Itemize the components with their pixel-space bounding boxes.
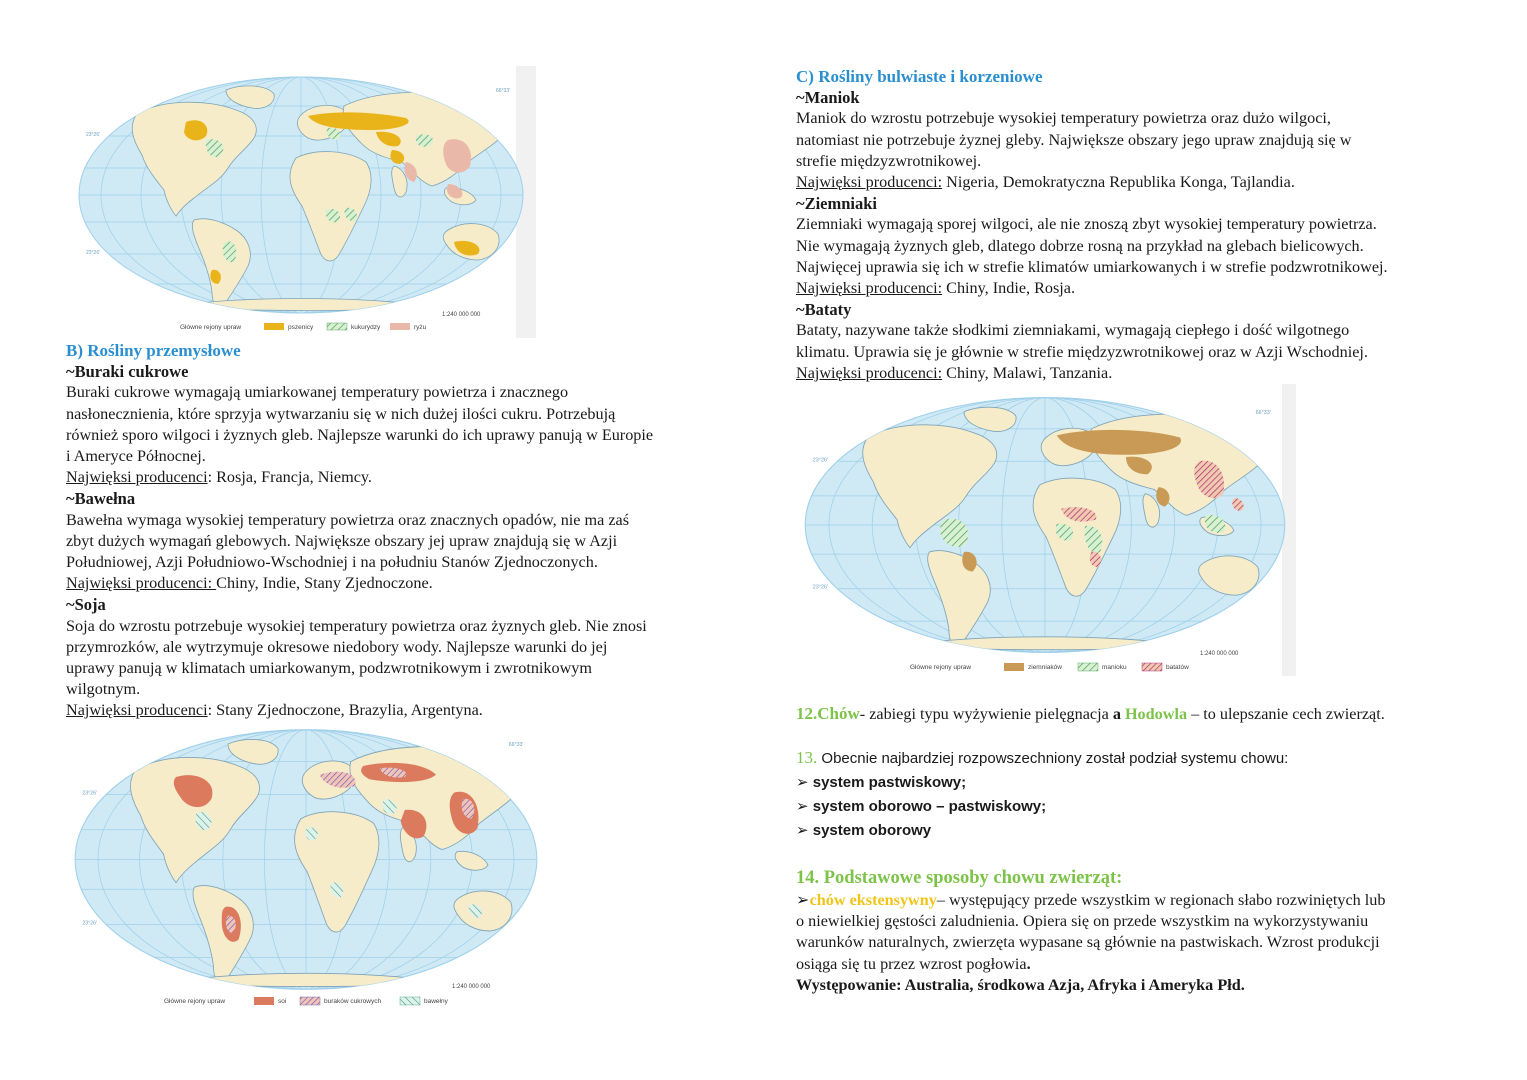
lat-label: 66°33' [508, 742, 524, 749]
term-hodowla: Hodowla [1124, 705, 1188, 723]
list-item: ➢ system oborowy [796, 822, 932, 839]
lat-label: 66°33' [496, 88, 511, 94]
legend-label: batatów [1166, 664, 1189, 671]
legend-title: Główne rejony upraw [910, 664, 972, 671]
map-industrial-crops [64, 720, 544, 1010]
crop-title: ~Bataty [796, 300, 852, 320]
crop-title: ~Soja [66, 595, 106, 615]
question-13 [796, 746, 1496, 843]
crop-title: ~Buraki cukrowe [66, 362, 189, 382]
question-number: 12. [796, 704, 818, 723]
map-scale: 1:240 000 000 [452, 984, 491, 990]
section-heading: B) Rośliny przemysłowe [66, 341, 241, 360]
legend-label: kukurydzy [351, 324, 381, 331]
paragraph-line: o niewielkiej gęstości zaludnienia. Opiera się on przede wszystkim na wykorzystywaniu [796, 912, 1369, 931]
legend-label: manioku [1102, 664, 1127, 671]
legend-title: Główne rejony upraw [180, 324, 242, 331]
question-heading: 14. Podstawowe sposoby chowu zwierząt: [796, 868, 1123, 888]
lat-label: 23°26' [86, 132, 101, 138]
question-text: 13. Obecnie najbardziej rozpowszechniony został podział systemu chowu: [796, 748, 1289, 767]
producers-line: Najwięksi producenci: Stany Zjednoczone, Brazylia, Argentyna. [66, 701, 483, 720]
legend-title: Główne rejony upraw [164, 998, 226, 1005]
legend-label: ryżu [414, 324, 427, 331]
crop-description: Bawełna wymaga wysokiej temperatury powietrza oraz znacznych opadów, nie ma zaś zbyt dużych wymagań glebowych. Największe obszary jej upraw znajdują się w Azji Południowej, Azji Południowo-Wschodniej i na południu Stanów Zjednoczonych. [66, 510, 630, 572]
list-item: ➢ system oborowo – pastwiskowy; [796, 798, 1047, 815]
producers-line: Najwięksi producenci: Chiny, Malawi, Tanzania. [796, 363, 1113, 382]
system-list [796, 771, 1496, 843]
map-scale: 1:240 000 000 [1200, 651, 1239, 657]
lat-label: 23°26' [86, 250, 101, 256]
lat-label: 23°26' [812, 457, 828, 464]
paragraph-line: osiąga się tu przez wzrost pogłowia. [796, 954, 1031, 973]
crop-title: ~Maniok [796, 88, 860, 108]
section-heading: C) Rośliny bulwiaste i korzeniowe [796, 67, 1043, 86]
map-grains [64, 66, 536, 338]
crop-description: Bataty, nazywane także słodkimi ziemniakami, wymagają ciepłego i dość wilgotnego klimatu. Uprawia się je głównie w strefie międzyzwrotnikowej oraz w Azji Wschodniej. [796, 321, 1368, 361]
lat-label: 23°26' [82, 790, 98, 797]
legend-label: buraków cukrowych [324, 998, 382, 1005]
producers-line: Najwięksi producenci: Chiny, Indie, Rosja. [796, 279, 1076, 298]
paragraph-line: warunków naturalnych, zwierzęta wypasane są głównie na pastwiskach. Wzrost produkcji [796, 933, 1380, 952]
lat-label: 66°33' [1255, 409, 1271, 416]
list-item: ➢ system pastwiskowy; [796, 774, 967, 791]
map-tuber-crops [796, 384, 1296, 676]
lat-label: 23°26' [812, 584, 828, 591]
question-12: 12.Chów- zabiegi typu wyżywienie pielęgnacja a Hodowla – to ulepszanie cech zwierząt. [796, 704, 1385, 723]
legend-label: pszenicy [288, 324, 314, 331]
paragraph-line: ➢chów ekstensywny– występujący przede wszystkim w regionach słabo rozwiniętych lub [796, 891, 1386, 909]
question-14 [796, 866, 1476, 996]
producers-line: Najwięksi producenci: Rosja, Francja, Niemcy. [66, 468, 372, 487]
crop-description: Buraki cukrowe wymagają umiarkowanej temperatury powietrza i znacznego nasłonecznienia, które sprzyja wytwarzaniu się w nich dużej ilości cukru. Potrzebują również sporo wilgoci i żyznych gleb. Najlepsze warunki do ich uprawy panują w Europie i Ameryce Północnej. [66, 383, 654, 466]
map-scale: 1:240 000 000 [442, 312, 481, 318]
lat-label: 23°26' [82, 920, 98, 927]
section-tuber-crops [796, 66, 1486, 384]
crop-description: Soja do wzrostu potrzebuje wysokiej temperatury powietrza oraz żyznych gleb. Nie znosi przymrozków, ale wytrzymuje okresowe niedobory wody. Najlepsze warunki do jej uprawy panują w klimatach umiarkowanym, podzwrotnikowym i zwrotnikowym wilgotnym. [66, 616, 647, 699]
term-chow: Chów [817, 704, 860, 723]
producers-line: Najwięksi producenci: Chiny, Indie, Stany Zjednoczone. [66, 574, 433, 593]
occurrence-line: Występowanie: Australia, środkowa Azja, Afryka i Ameryka Płd. [796, 975, 1245, 994]
crop-title: ~Bawełna [66, 489, 136, 509]
producers-line: Najwięksi producenci: Nigeria, Demokratyczna Republika Konga, Tajlandia. [796, 173, 1295, 192]
crop-title: ~Ziemniaki [796, 194, 878, 214]
legend-label: soi [278, 998, 287, 1005]
legend-label: bawełny [424, 998, 448, 1005]
legend-label: ziemniaków [1028, 664, 1062, 671]
crop-description: Ziemniaki wymagają sporej wilgoci, ale nie znoszą zbyt wysokiej temperatury powietrza. Nie wymagają żyznych gleb, dlatego dobrze rosną na przykład na glebach bielicowych. Najwięcej uprawia się ich w strefie klimatów umiarkowanych i w strefie podzwrotnikowej. [796, 215, 1388, 276]
crop-description: Maniok do wzrostu potrzebuje wysokiej temperatury powietrza oraz dużo wilgoci, natomiast nie potrzebuje żyznej gleby. Największe obszary jego upraw znajdują się w strefie międzyzwrotnikowej. [796, 109, 1352, 170]
section-industrial-crops [66, 340, 746, 722]
